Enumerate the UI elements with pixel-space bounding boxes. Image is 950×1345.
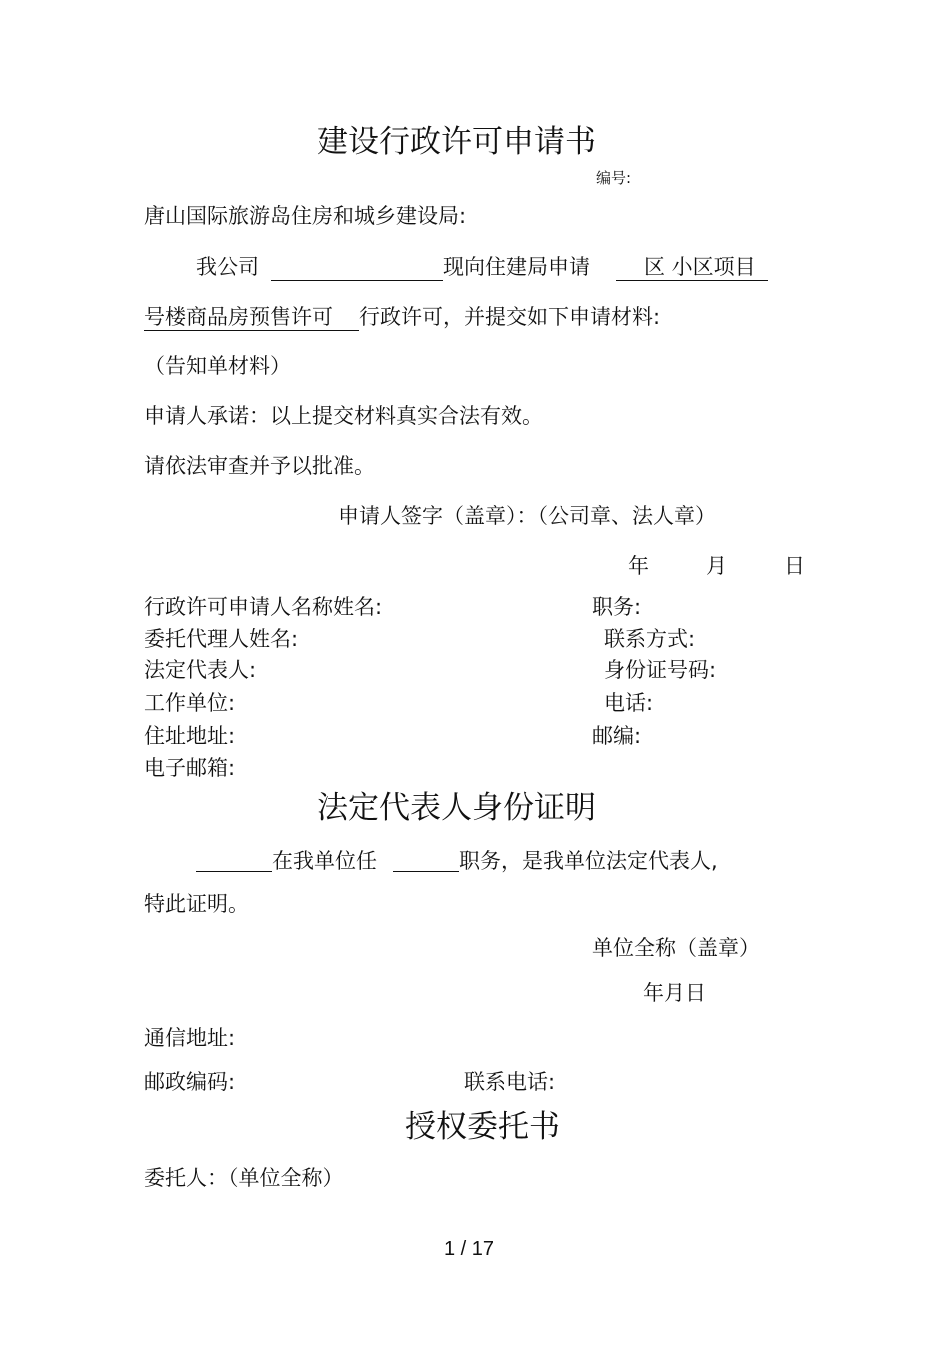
field-applicant-name: 行政许可申请人名称姓名: [144,595,383,619]
unit-seal: 单位全称（盖章） [592,936,760,960]
field-id-number: 身份证号码: [604,658,717,682]
name-blank [196,849,272,872]
mail-address: 通信地址: [144,1026,236,1050]
date-day: 日 [784,554,805,578]
number-label: 编号: [596,169,632,187]
approval-request: 请依法审查并予以批准。 [144,454,375,478]
position-prefix: 在我单位任 [272,849,377,873]
company-label: 我公司 [196,255,259,279]
contact-phone: 联系电话: [464,1070,556,1094]
field-agent-name: 委托代理人姓名: [144,627,299,651]
apply-label: 现向住建局申请 [443,255,590,279]
section2-date: 年月日 [643,981,706,1005]
section3-title: 授权委托书 [405,1109,560,1145]
identity-line-1 [196,849,718,872]
certify-text: 特此证明。 [144,892,249,916]
field-work-unit: 工作单位: [144,691,236,715]
section2-title: 法定代表人身份证明 [317,790,596,826]
field-postcode: 邮编: [592,724,642,748]
permit-type-blank: 号楼商品房预售许可 [144,307,359,331]
field-contact: 联系方式: [604,627,696,651]
addressee: 唐山国际旅游岛住房和城乡建设局: [144,204,467,228]
postal-code: 邮政编码: [144,1070,236,1094]
field-position: 职务: [592,595,642,619]
date-year: 年 [628,554,649,578]
position-blank [393,849,459,872]
position-suffix: 职务，是我单位法定代表人, [459,849,718,873]
company-name-blank [271,258,443,281]
date-month: 月 [706,554,727,578]
request-line-2 [144,307,660,331]
page-number: 1 / 17 [444,1238,495,1260]
project-blank: 区 小区项目 [616,257,768,281]
page-title: 建设行政许可申请书 [317,124,596,160]
request-line-1 [196,257,768,281]
materials-note: （告知单材料） [144,354,291,378]
field-email: 电子邮箱: [144,756,236,780]
principal-line: 委托人：（单位全称） [144,1166,344,1190]
field-address: 住址地址: [144,724,236,748]
signature-line: 申请人签字（盖章）：（公司章、法人章） [338,504,716,528]
field-phone: 电话: [604,691,654,715]
field-legal-rep: 法定代表人: [144,658,257,682]
permit-continuation: 行政许可，并提交如下申请材料: [359,305,661,329]
applicant-promise: 申请人承诺：以上提交材料真实合法有效。 [144,404,543,428]
